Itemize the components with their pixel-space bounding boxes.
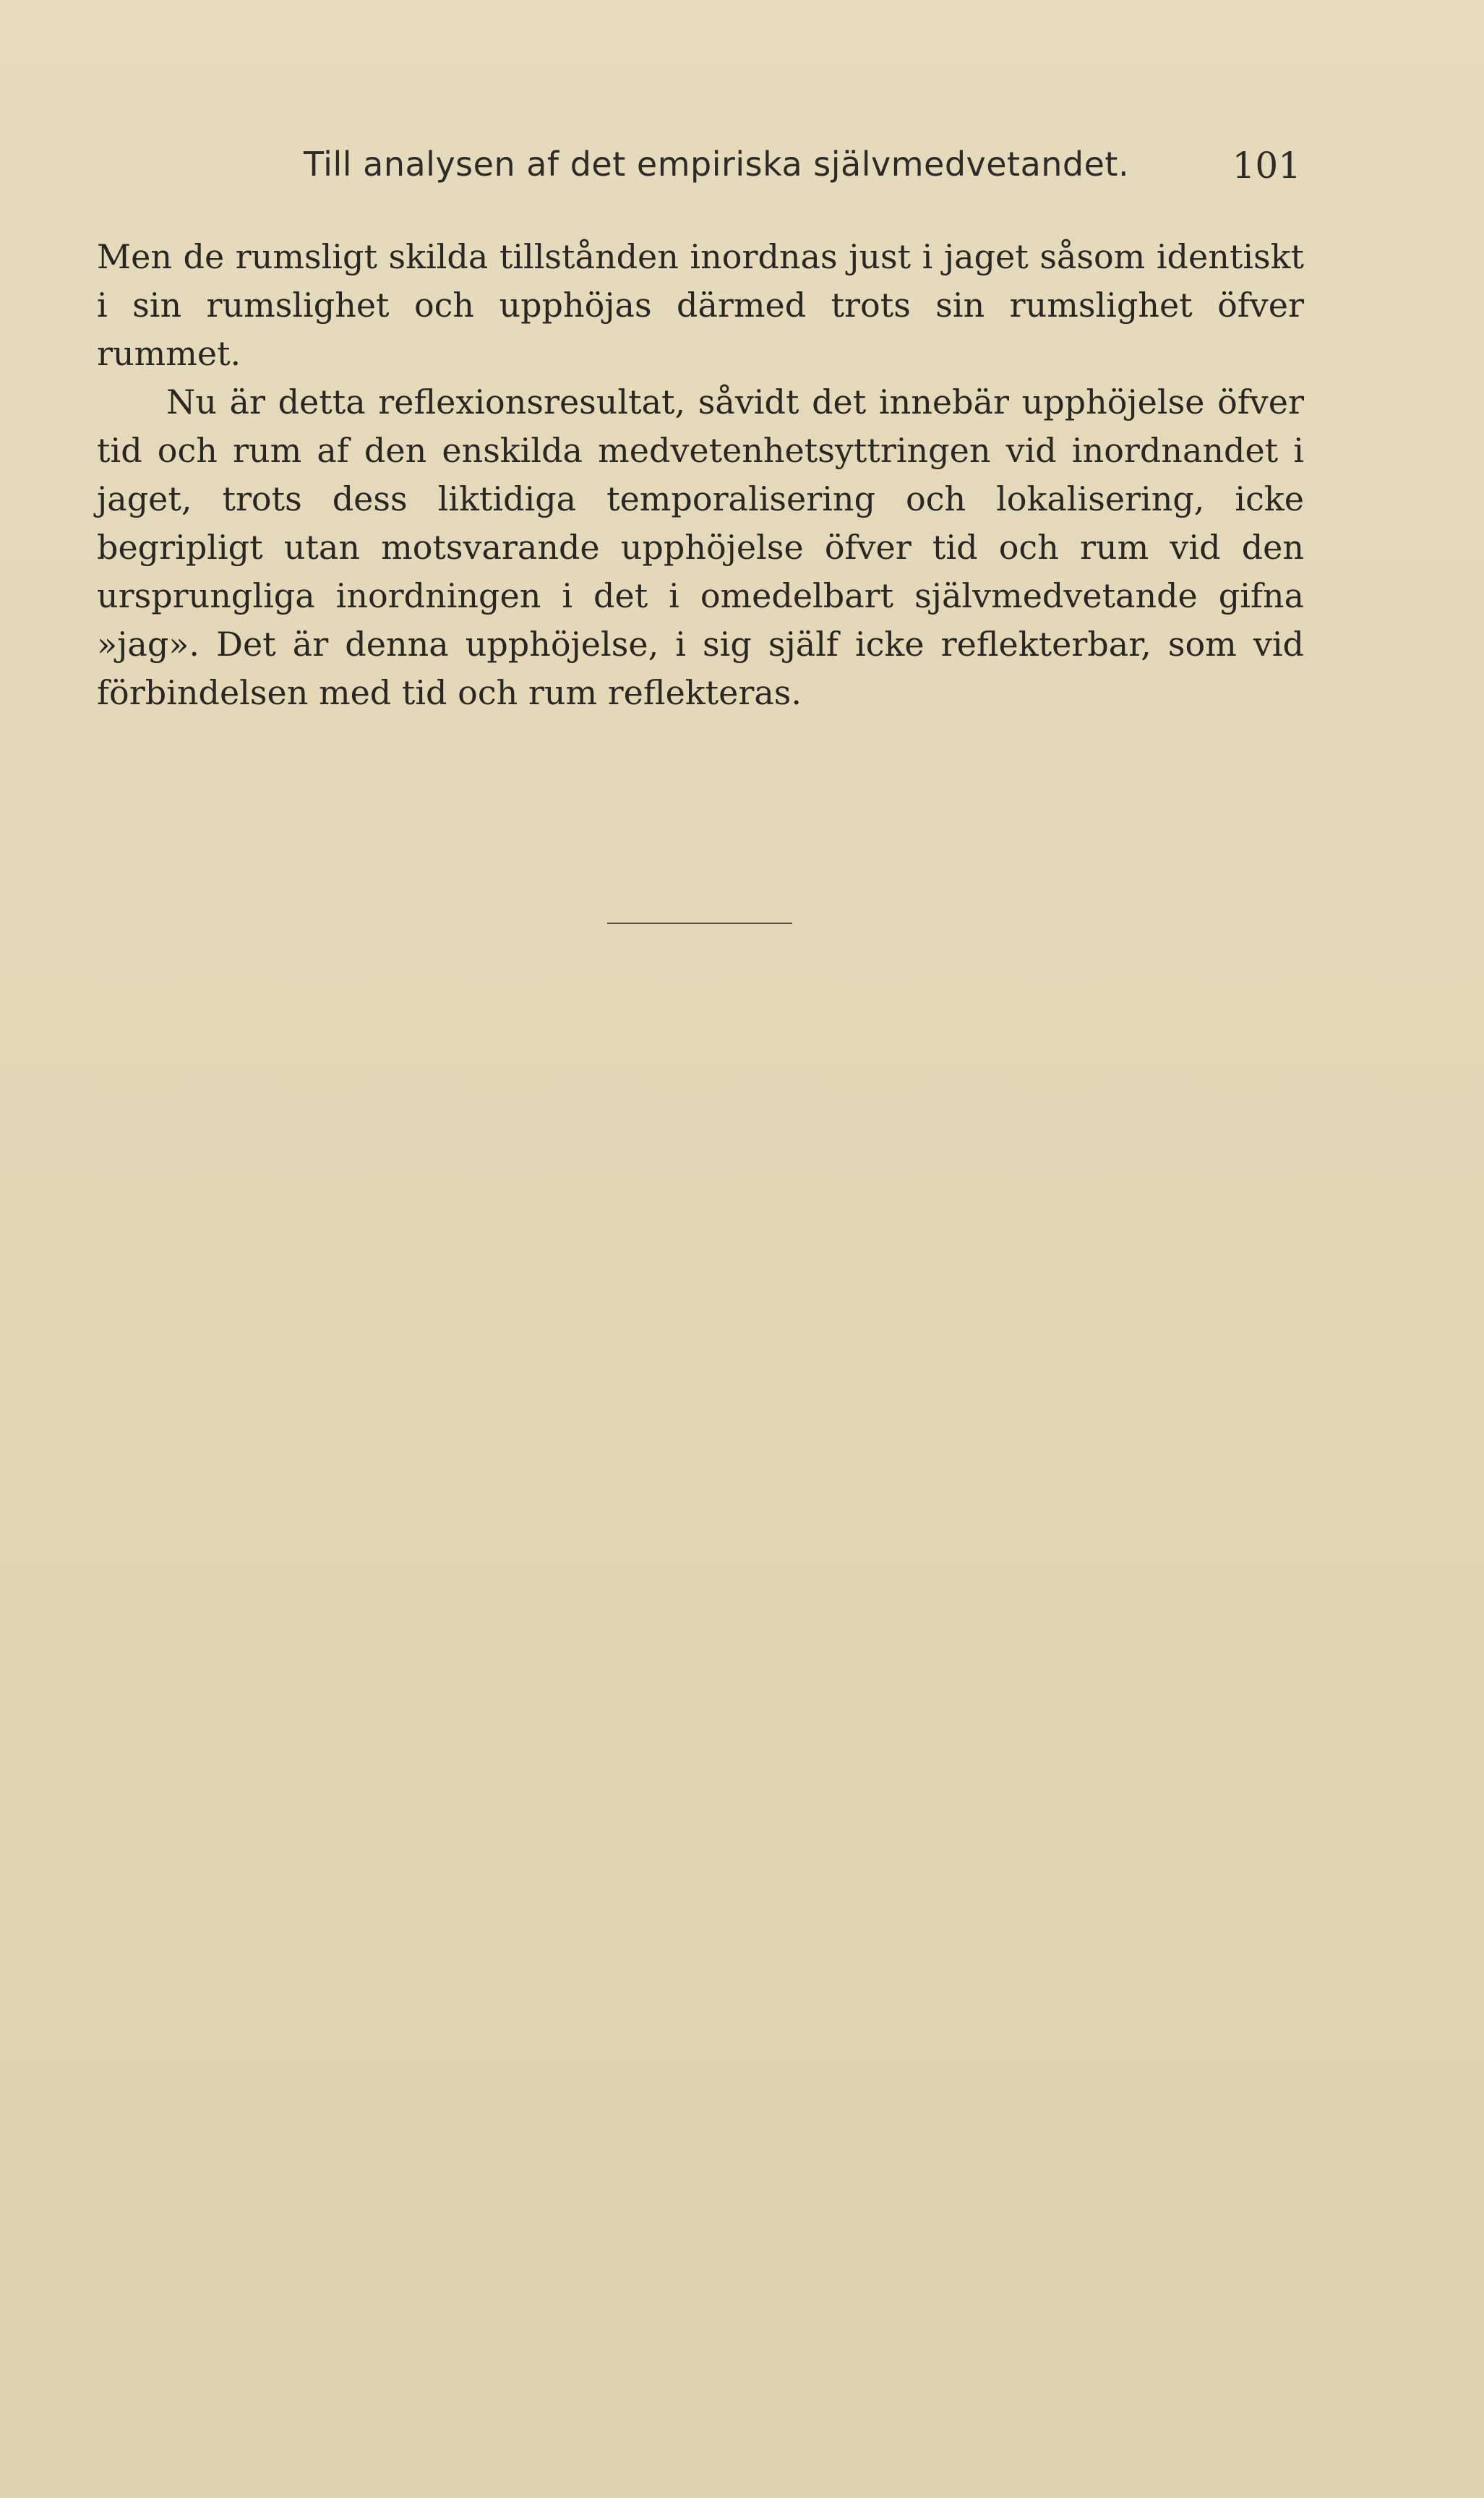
paragraph-2: Nu är detta reflexionsresultat, såvidt det innebär upphöjelse öfver tid och rum af den enskilda medvetenhetsyttringen vid inordnandet i jaget, trots dess liktidiga temporalisering och lokalisering, icke begripligt utan motsvarande upphöjelse öfver tid och rum vid den ursprungliga inordningen i det i omedelbart självmedvetande gifna »jag». Det är denna upphöjelse, i sig själf icke reflekterbar, som vid förbindelsen med tid och rum reflekteras. [97,382,1304,712]
running-header [304,145,1316,195]
page-number: 101 [1232,145,1301,187]
paragraph-1: Men de rumsligt skilda tillstånden inordnas just i jaget såsom identiskt i sin rumslighet och upphöjas därmed trots sin rumslighet öfver rummet. [97,237,1304,373]
running-title: Till analysen af det empiriska självmedvetandet. [304,145,1130,184]
body-text [97,233,1304,717]
section-end-rule [607,923,792,924]
